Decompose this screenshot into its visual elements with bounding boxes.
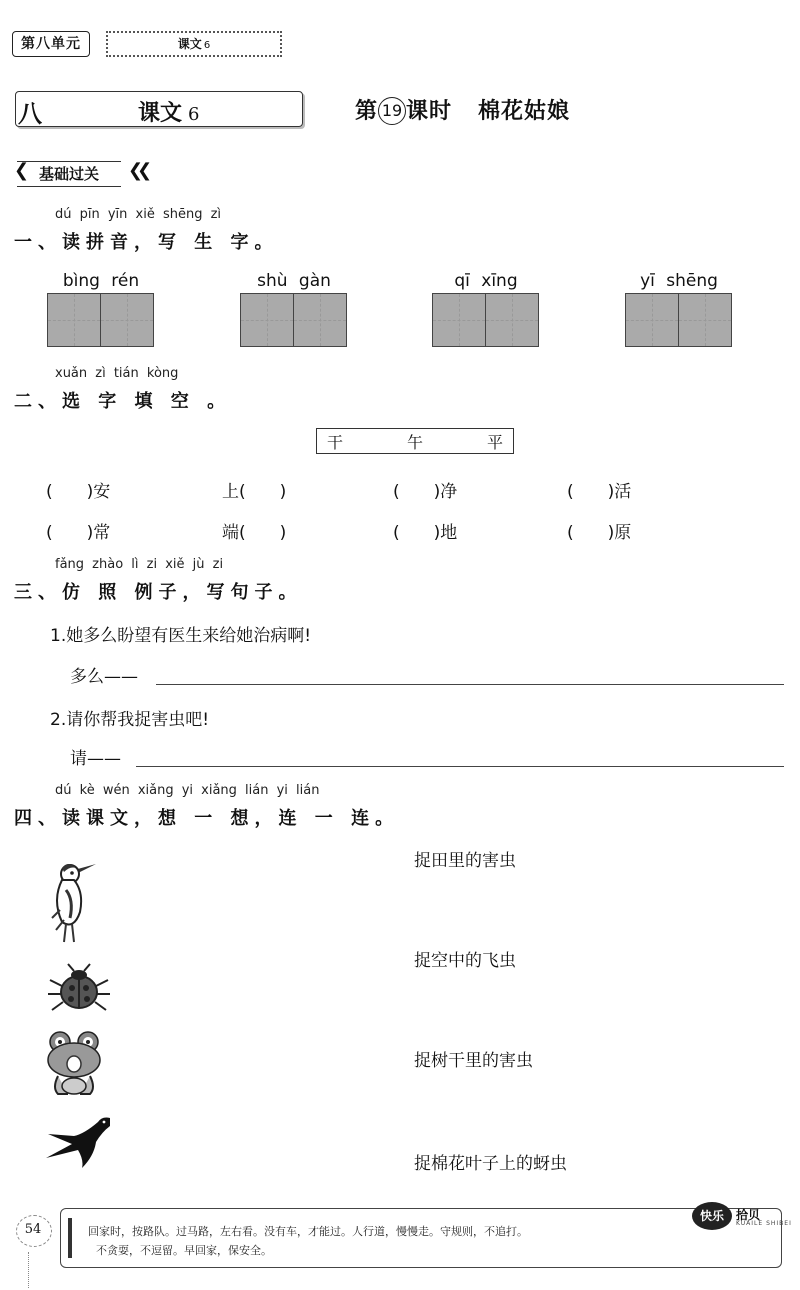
badge-label: 拾贝 [736,1208,761,1222]
writing-grid-2 [240,271,348,347]
page-number: 54 [16,1215,50,1245]
match-option-1[interactable]: 捉田里的害虫 [414,851,516,871]
writing-cell[interactable] [432,293,486,347]
word-bank-item: 干 [327,432,344,452]
banner-left-arrow-icon: ❮ [14,160,30,181]
q3-title: 三、仿 照 例子，写句子。 [14,582,303,603]
writing-cell[interactable] [293,293,347,347]
unit-tab: 第八单元 [12,31,90,57]
ladybug-icon[interactable] [46,962,112,1014]
section-banner: 基础过关 [17,161,121,187]
grid-pinyin: yī shēng [640,271,718,291]
banner-right-arrow-icon: ❮❮ [128,160,147,181]
writing-grid-3 [432,271,540,347]
writing-cell[interactable] [240,293,294,347]
q3-pinyin: fǎng zhào lì zi xiě jù zi [55,557,224,572]
period-suffix: 课时 [406,99,453,124]
answer-line-2[interactable] [136,766,784,767]
text-title: 棉花姑娘 [478,99,571,124]
match-option-3[interactable]: 捉树干里的害虫 [414,1051,533,1071]
kuaile-badge-icon: 快乐 [692,1202,732,1230]
badge-sublabel: KUAILE SHIBEI [736,1220,792,1227]
q4-pinyin: dú kè wén xiǎng yi xiǎng lián yi lián [55,783,320,798]
writing-cell[interactable] [47,293,101,347]
fill-blank[interactable]: ( )常 [46,523,111,543]
match-option-4[interactable]: 捉棉花叶子上的蚜虫 [414,1154,567,1174]
footer-tip-line-1: 回家时，按路队。过马路，左右看。没有车，才能过。人行道，慢慢走。守规则，不追打。 [88,1225,528,1238]
example-sentence-1: 1.她多么盼望有医生来给她治病啊! [50,626,312,646]
grid-pinyin: bìng rén [62,271,140,291]
woodpecker-icon[interactable] [44,860,100,944]
writing-cell[interactable] [678,293,732,347]
writing-cell[interactable] [625,293,679,347]
grid-pinyin: qī xīng [454,271,518,291]
header-lesson-text: 课文 [177,37,202,51]
writing-cell[interactable] [100,293,154,347]
footer-tip-line-2: 不贪耍，不逗留。早回家，保安全。 [96,1244,272,1257]
q2-title: 二、选 字 填 空 。 [14,391,232,412]
prompt-qing: 请—— [70,749,121,769]
frog-icon[interactable] [44,1030,104,1098]
match-option-2[interactable]: 捉空中的飞虫 [414,951,516,971]
fill-blank[interactable]: ( )净 [393,482,458,502]
unit-number: 八 [18,100,42,128]
page-title [355,94,570,125]
fill-blank[interactable]: ( )原 [567,523,632,543]
fill-blank[interactable]: 端( ) [222,523,287,543]
example-sentence-2: 2.请你帮我捉害虫吧! [50,710,210,730]
word-bank-item: 午 [406,432,423,452]
fill-blank[interactable]: ( )活 [567,482,632,502]
writing-grid-1 [47,271,155,347]
writing-grid-4 [625,271,733,347]
header-lesson-num: 6 [203,40,211,51]
q1-pinyin: dú pīn yīn xiě shēng zì [55,207,222,222]
period-number: 19 [378,97,406,125]
swallow-icon[interactable] [44,1114,114,1170]
q4-title: 四、读课文，想 一 想，连 一 连。 [14,808,400,829]
fill-blank[interactable]: ( )安 [46,482,111,502]
footer-dotted-divider [28,1252,29,1288]
prompt-duome: 多么—— [70,667,138,687]
lesson-name [138,96,199,127]
q1-title: 一、读拼音，写 生 字。 [14,232,279,253]
lesson-number: 6 [188,104,200,125]
answer-line-1[interactable] [156,684,784,685]
header-lesson-label [106,31,282,57]
word-bank [316,428,514,454]
period-prefix: 第 [355,99,379,124]
grid-pinyin: shù gàn [257,271,331,291]
fill-blank[interactable]: 上( ) [222,482,287,502]
word-bank-item: 平 [486,432,503,452]
fill-blank[interactable]: ( )地 [393,523,458,543]
footer-accent-bar [68,1218,72,1258]
writing-cell[interactable] [485,293,539,347]
q2-pinyin: xuǎn zì tián kòng [55,366,179,381]
lesson-label: 课文 [138,101,183,126]
